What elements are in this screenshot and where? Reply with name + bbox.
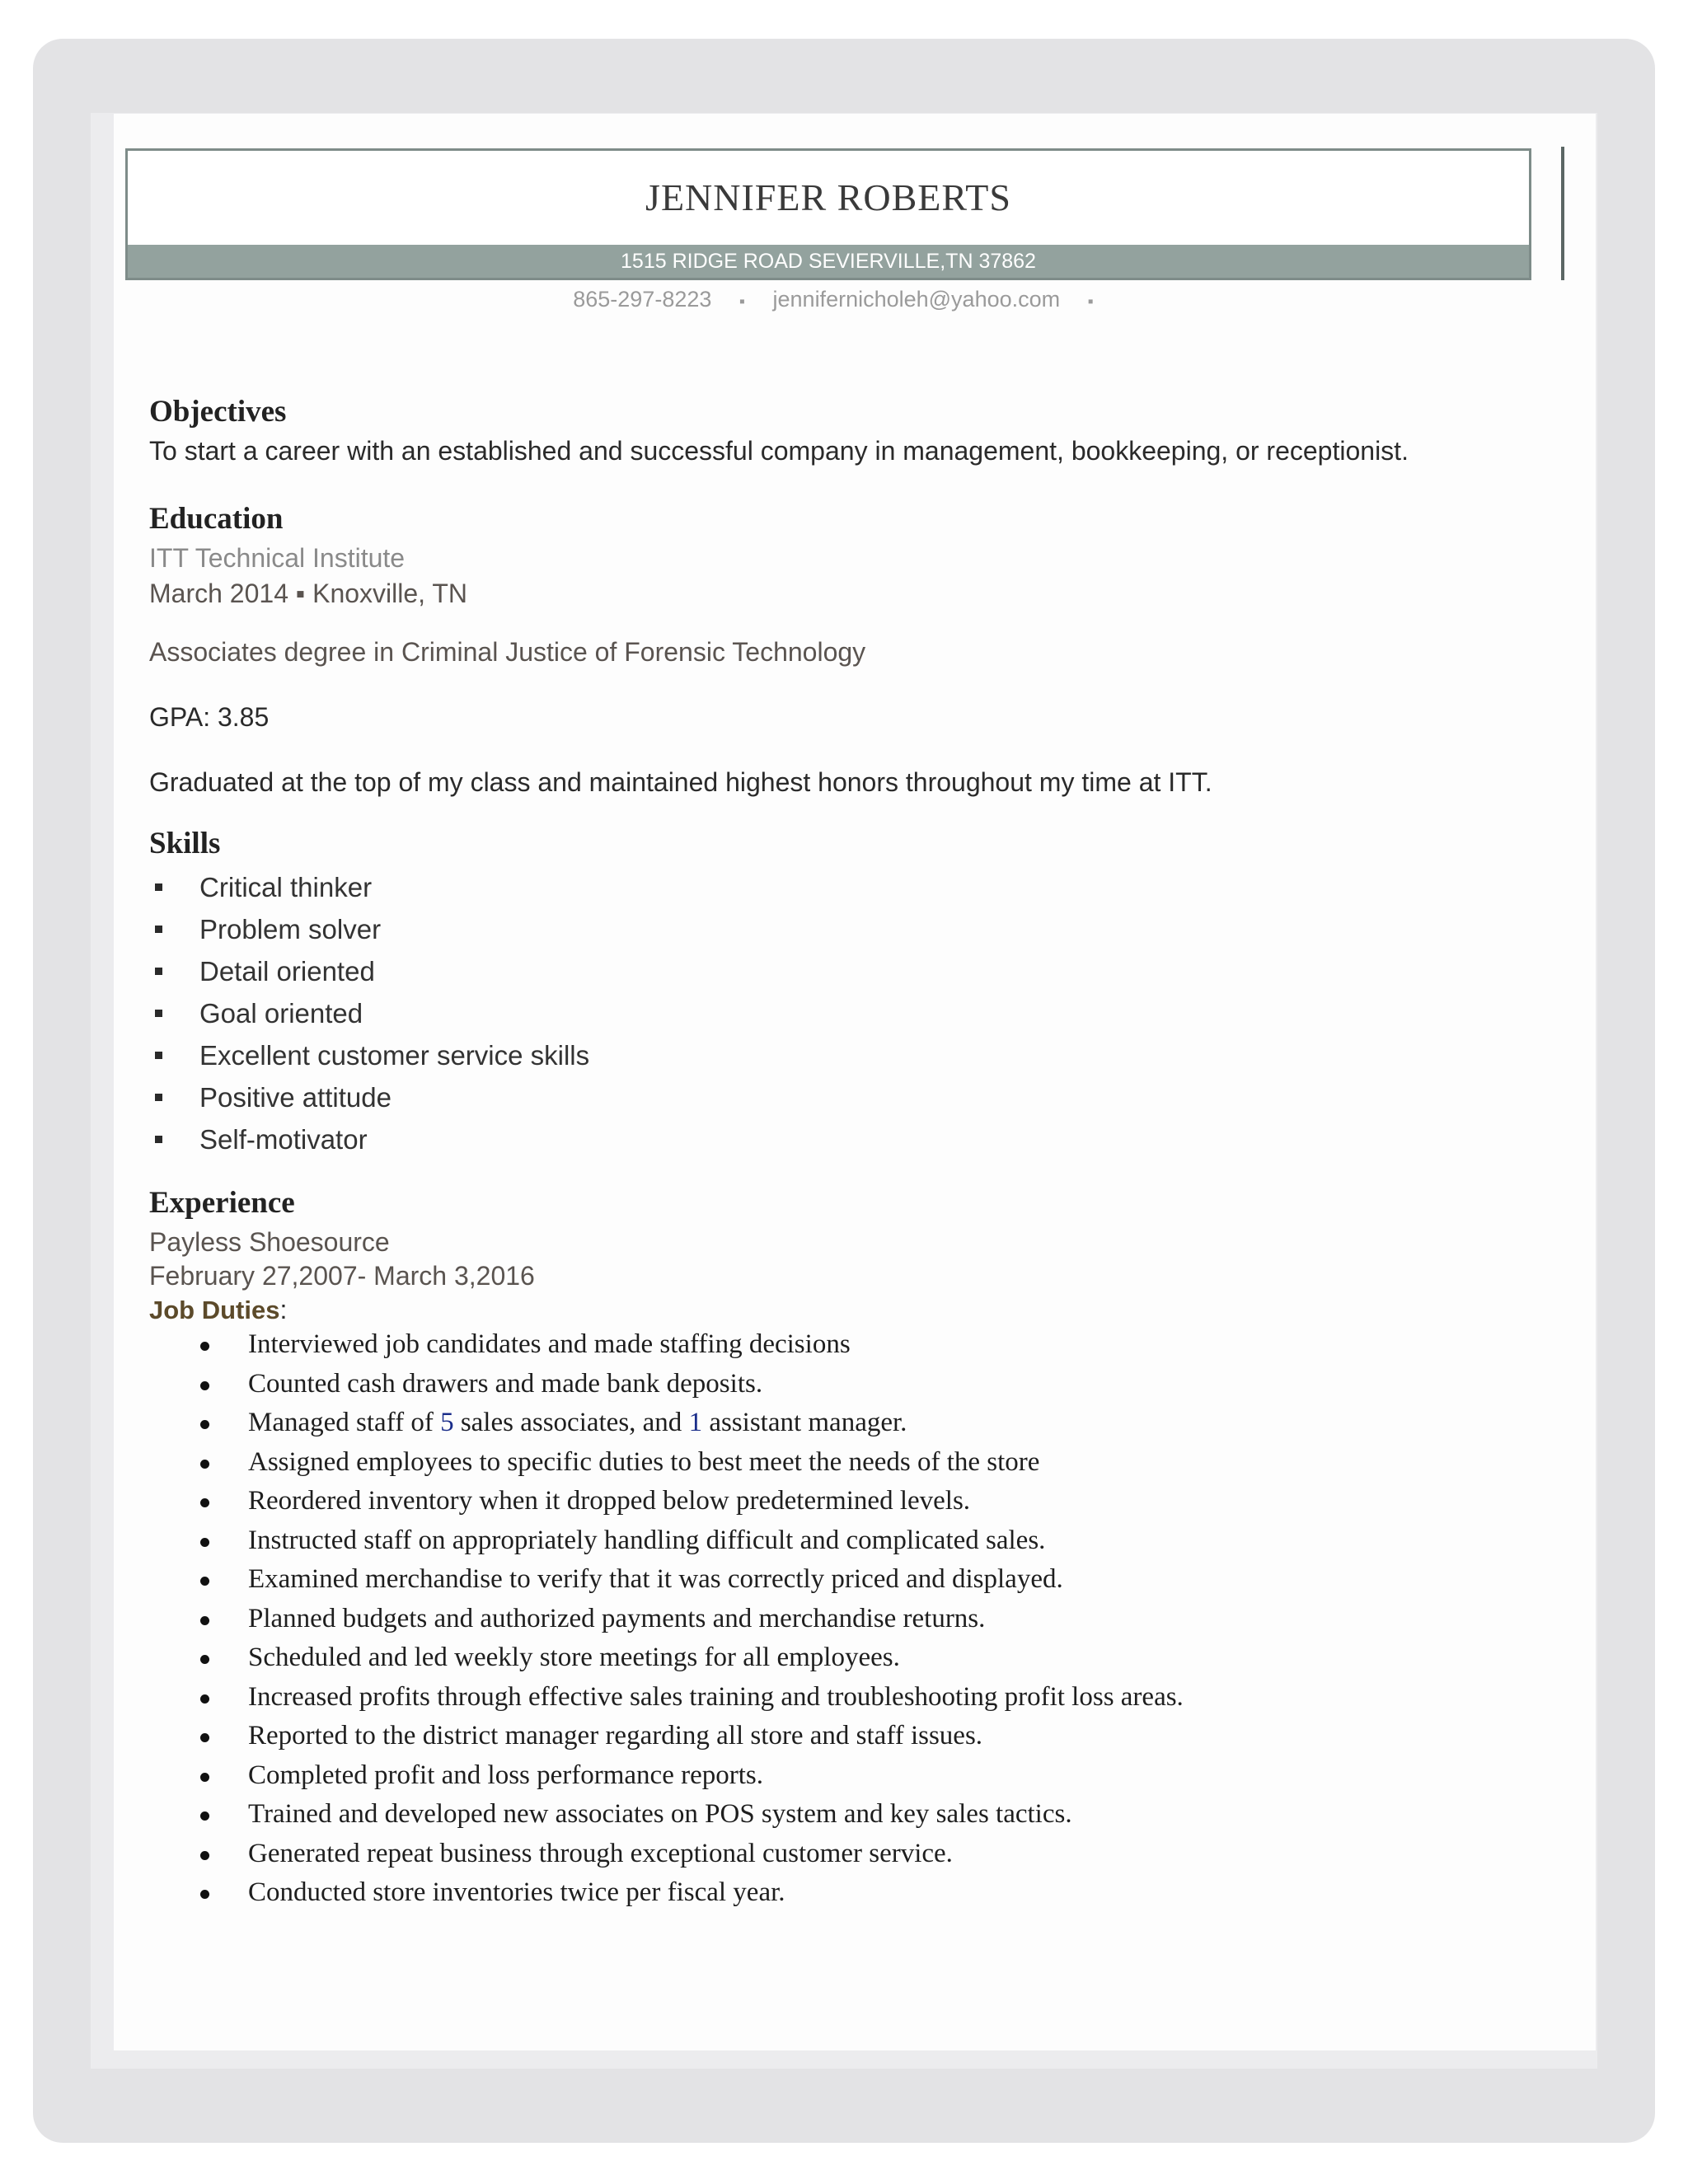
education-degree: Associates degree in Criminal Justice of Forensic Technology <box>149 637 866 667</box>
bullet-dot-icon <box>200 1460 209 1469</box>
list-item: Goal oriented <box>149 992 1550 1034</box>
skills-list <box>149 866 1550 1160</box>
name-header-box <box>125 148 1531 280</box>
education-school: ITT Technical Institute <box>149 543 406 573</box>
list-item: Completed profit and loss performance reports. <box>149 1756 1550 1796</box>
bullet-dot-icon <box>200 1733 209 1742</box>
bullet-dot-icon <box>200 1851 209 1860</box>
list-item: Assigned employees to specific duties to best meet the needs of the store <box>149 1443 1550 1483</box>
bullet-square-icon <box>155 968 162 975</box>
education-date-location: March 2014 ▪ Knoxville, TN <box>149 579 468 608</box>
bullet-square-icon <box>155 1136 162 1143</box>
list-item: Planned budgets and authorized payments and merchandise returns. <box>149 1600 1550 1639</box>
experience-dates: February 27,2007- March 3,2016 <box>149 1261 535 1291</box>
bullet-dot-icon <box>200 1655 209 1664</box>
list-item: Problem solver <box>149 908 1550 950</box>
bullet-dot-icon <box>200 1420 209 1429</box>
list-item: Trained and developed new associates on POS system and key sales tactics. <box>149 1795 1550 1835</box>
bullet-dot-icon <box>200 1381 209 1390</box>
experience-company: Payless Shoesource <box>149 1227 390 1257</box>
skills-heading: Skills <box>149 827 221 860</box>
bullet-square-icon <box>155 1010 162 1017</box>
list-item: Scheduled and led weekly store meetings for all employees. <box>149 1638 1550 1678</box>
bullet-dot-icon <box>200 1538 209 1547</box>
resume-name: JENNIFER ROBERTS <box>645 176 1011 218</box>
list-item: Conducted store inventories twice per fiscal year. <box>149 1873 1550 1913</box>
list-item: Managed staff of 5 sales associates, and 1 assistant manager. <box>149 1404 1550 1443</box>
education-note: Graduated at the top of my class and maintained highest honors throughout my time at ITT. <box>149 767 1212 797</box>
list-item: Reported to the district manager regarding all store and staff issues. <box>149 1717 1550 1756</box>
list-item: Excellent customer service skills <box>149 1034 1550 1076</box>
job-duties-title: Job Duties <box>149 1296 280 1324</box>
bullet-dot-icon <box>200 1498 209 1507</box>
resume-content <box>149 394 1550 1913</box>
duties-list <box>149 1325 1550 1913</box>
list-item: Examined merchandise to verify that it was correctly priced and displayed. <box>149 1560 1550 1600</box>
header-side-rule <box>1561 147 1564 280</box>
bullet-square-icon <box>155 926 162 933</box>
bullet-dot-icon <box>200 1694 209 1704</box>
education-gpa: GPA: 3.85 <box>149 702 270 732</box>
bullet-dot-icon <box>200 1342 209 1351</box>
bullet-dot-icon <box>200 1616 209 1625</box>
email-address: jennifernicholeh@yahoo.com <box>772 287 1061 312</box>
bullet-square-icon <box>155 883 162 891</box>
objectives-text: To start a career with an established and successful company in management, bookkeeping, or receptionist. <box>149 436 1409 466</box>
bullet-dot-icon <box>200 1890 209 1899</box>
list-item: Counted cash drawers and made bank deposits. <box>149 1365 1550 1404</box>
job-duties-label: Job Duties: <box>149 1295 288 1324</box>
address-bar: 1515 RIDGE ROAD SEVIERVILLE,TN 37862 <box>128 245 1529 278</box>
phone-number: 865-297-8223 <box>573 287 712 312</box>
bullet-dot-icon <box>200 1577 209 1586</box>
bullet-dot-icon <box>200 1811 209 1821</box>
education-heading: Education <box>149 502 284 536</box>
list-item: Reordered inventory when it dropped below predetermined levels. <box>149 1482 1550 1521</box>
list-item: Increased profits through effective sales training and troubleshooting profit loss areas. <box>149 1678 1550 1718</box>
bullet-square-icon <box>155 1052 162 1059</box>
bullet-dot-icon <box>200 1773 209 1782</box>
list-item: Positive attitude <box>149 1076 1550 1118</box>
objectives-heading: Objectives <box>149 395 287 429</box>
contact-separator: ▪ <box>1087 293 1094 311</box>
list-item: Generated repeat business through exceptional customer service. <box>149 1835 1550 1874</box>
contact-line <box>0 287 1688 312</box>
list-item: Critical thinker <box>149 866 1550 908</box>
contact-separator: ▪ <box>738 293 745 311</box>
bullet-square-icon <box>155 1094 162 1101</box>
list-item: Detail oriented <box>149 950 1550 992</box>
experience-heading: Experience <box>149 1186 295 1220</box>
list-item: Interviewed job candidates and made staffing decisions <box>149 1325 1550 1365</box>
list-item: Self-motivator <box>149 1118 1550 1160</box>
list-item: Instructed staff on appropriately handling difficult and complicated sales. <box>149 1521 1550 1561</box>
